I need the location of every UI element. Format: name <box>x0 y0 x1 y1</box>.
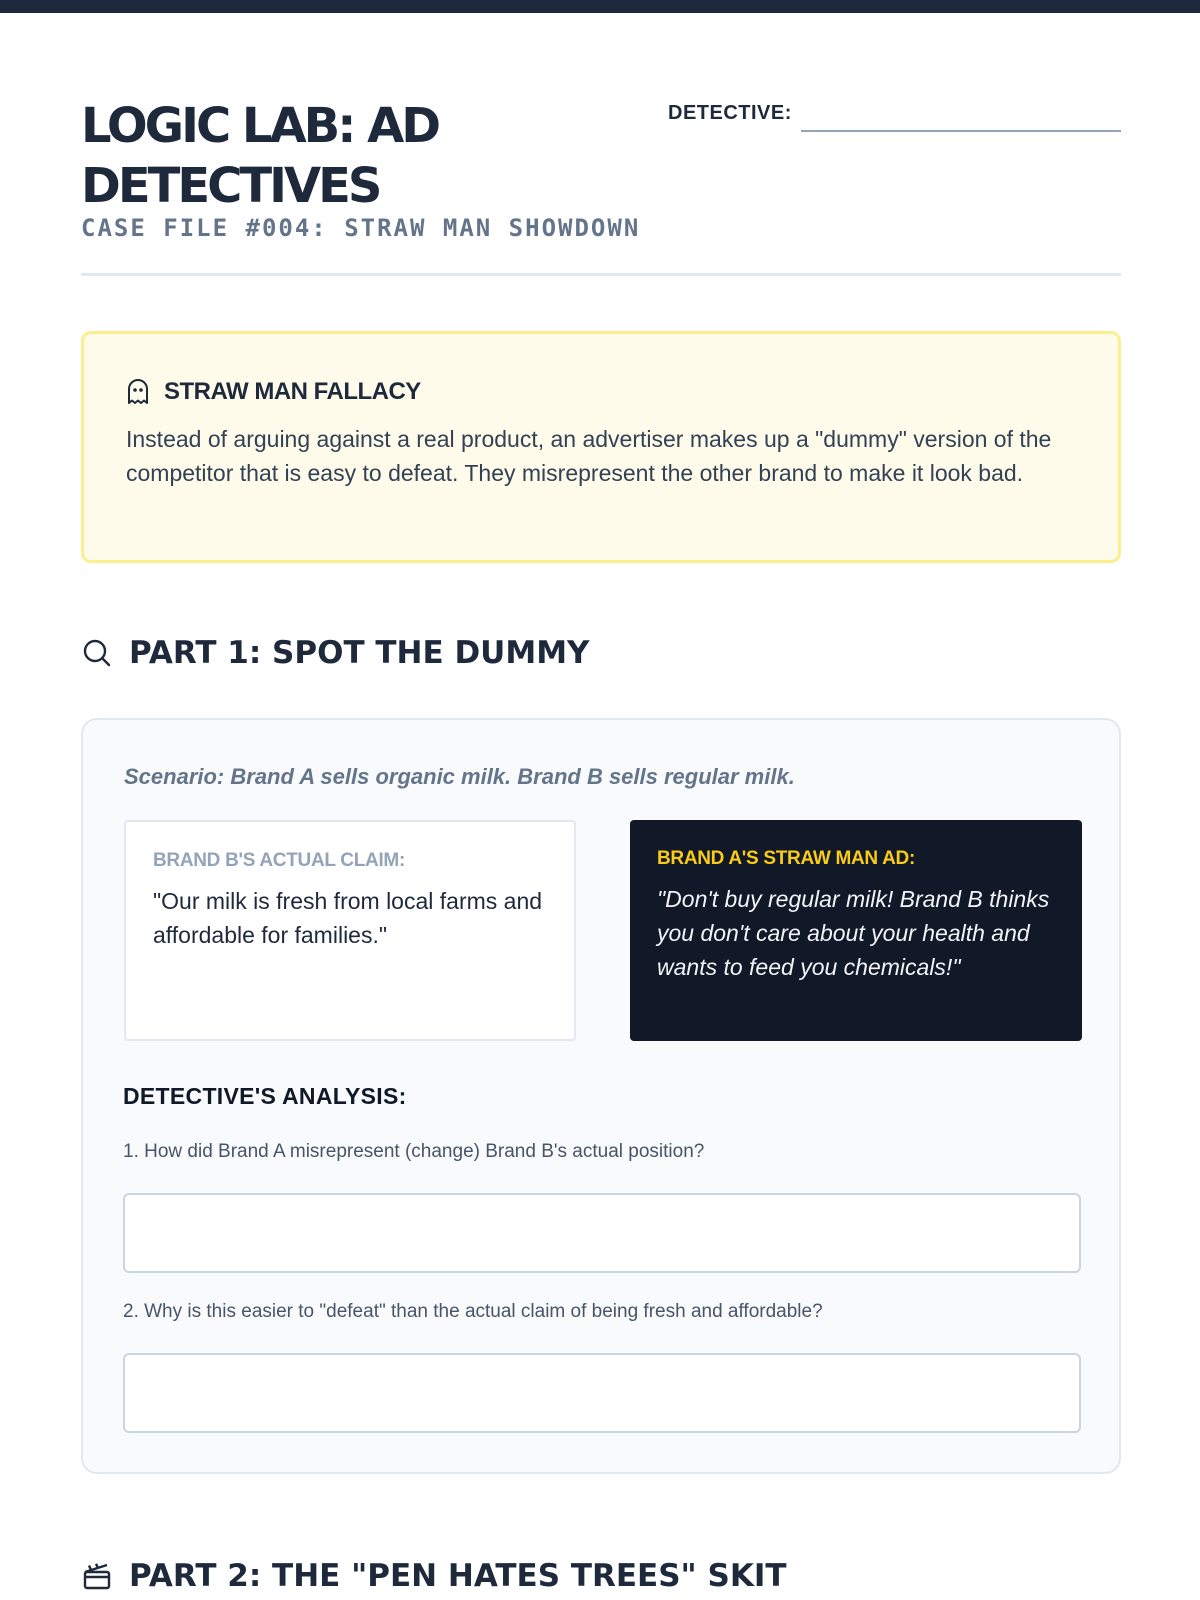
part2-heading <box>81 1556 787 1596</box>
answer-field-2[interactable] <box>123 1353 1081 1433</box>
worksheet-header <box>81 92 1121 276</box>
part2-title: PART 2: THE "PEN HATES TREES" SKIT <box>129 1558 787 1594</box>
ghost-icon <box>126 378 150 406</box>
question-2: 2. Why is this easier to "defeat" than the actual claim of being fresh and affordable? <box>123 1301 823 1322</box>
clapperboard-icon <box>81 1560 113 1592</box>
actual-claim-box <box>124 820 576 1041</box>
straw-man-ad-box <box>630 820 1082 1041</box>
part1-heading <box>81 633 590 673</box>
scenario-text: Scenario: Brand A sells organic milk. Brand B sells regular milk. <box>124 764 795 789</box>
actual-claim-quote: "Our milk is fresh from local farms and affordable for families." <box>153 888 543 948</box>
part1-title: PART 1: SPOT THE DUMMY <box>129 635 590 671</box>
scenario-card <box>81 718 1121 1474</box>
detective-name-field[interactable] <box>801 130 1121 132</box>
definition-heading <box>126 378 421 406</box>
definition-title: STRAW MAN FALLACY <box>164 378 421 405</box>
definition-text: Instead of arguing against a real product, an advertiser makes up a "dummy" version of the competitor that is easy to defeat. They misrepresent the other brand to make it look bad. <box>126 426 1052 486</box>
question-1: 1. How did Brand A misrepresent (change) Brand B's actual position? <box>123 1141 705 1162</box>
straw-man-ad-quote: "Don't buy regular milk! Brand B thinks you don't care about your health and wants to feed you chemicals!" <box>657 886 1050 980</box>
detective-name-label: DETECTIVE: <box>668 102 792 124</box>
search-icon <box>81 637 113 669</box>
fallacy-definition-callout <box>81 331 1121 563</box>
case-file-subtitle: CASE FILE #004: STRAW MAN SHOWDOWN <box>81 214 641 242</box>
page-title: LOGIC LAB: AD DETECTIVES <box>81 98 439 214</box>
analysis-heading: DETECTIVE'S ANALYSIS: <box>123 1083 407 1109</box>
straw-man-ad-label: BRAND A'S STRAW MAN AD: <box>657 848 915 869</box>
answer-field-1[interactable] <box>123 1193 1081 1273</box>
actual-claim-label: BRAND B'S ACTUAL CLAIM: <box>153 850 405 871</box>
top-accent-bar <box>0 0 1200 13</box>
